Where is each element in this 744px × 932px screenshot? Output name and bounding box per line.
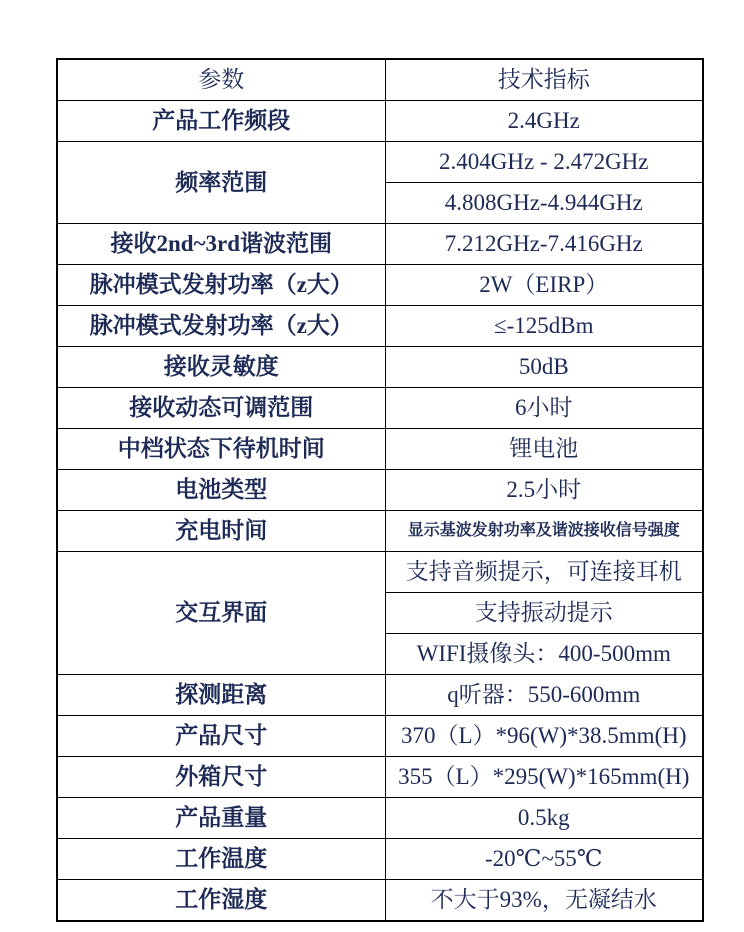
param-cell: 频率范围 [57, 142, 385, 224]
value-cell: 锂电池 [385, 429, 703, 470]
value-cell: 2.4GHz [385, 101, 703, 142]
table-row [57, 142, 703, 183]
table-row [57, 101, 703, 142]
param-cell: 工作温度 [57, 839, 385, 880]
table-row [57, 757, 703, 798]
table-row [57, 716, 703, 757]
param-cell: 接收动态可调范围 [57, 388, 385, 429]
param-cell: 脉冲模式发射功率（z大） [57, 265, 385, 306]
value-cell: 支持音频提示，可连接耳机 [385, 552, 703, 593]
value-cell: 不大于93%，无凝结水 [385, 880, 703, 922]
table-row [57, 552, 703, 593]
value-cell: 2W（EIRP） [385, 265, 703, 306]
param-cell: 中档状态下待机时间 [57, 429, 385, 470]
param-cell: 产品尺寸 [57, 716, 385, 757]
param-cell: 接收2nd~3rd谐波范围 [57, 224, 385, 265]
value-cell: 支持振动提示 [385, 593, 703, 634]
param-cell: 脉冲模式发射功率（z大） [57, 306, 385, 347]
value-cell: q听器：550-600mm [385, 675, 703, 716]
value-cell: WIFI摄像头：400-500mm [385, 634, 703, 675]
value-cell: 4.808GHz-4.944GHz [385, 183, 703, 224]
header-param: 参数 [57, 59, 385, 101]
table-row [57, 798, 703, 839]
value-cell: 7.212GHz-7.416GHz [385, 224, 703, 265]
table-row [57, 347, 703, 388]
table-row [57, 224, 703, 265]
table-row [57, 511, 703, 552]
table-row [57, 675, 703, 716]
value-cell: -20℃~55℃ [385, 839, 703, 880]
param-cell: 工作湿度 [57, 880, 385, 922]
table-row [57, 388, 703, 429]
table-row [57, 429, 703, 470]
header-spec: 技术指标 [385, 59, 703, 101]
param-cell: 交互界面 [57, 552, 385, 675]
spec-table-body [57, 59, 703, 921]
value-cell: 显示基波发射功率及谐波接收信号强度 [385, 511, 703, 552]
table-row [57, 470, 703, 511]
spec-table [56, 58, 704, 922]
table-row [57, 839, 703, 880]
value-cell: 0.5kg [385, 798, 703, 839]
table-row [57, 306, 703, 347]
value-cell: 50dB [385, 347, 703, 388]
value-cell: 370（L）*96(W)*38.5mm(H) [385, 716, 703, 757]
value-cell: 6小时 [385, 388, 703, 429]
param-cell: 探测距离 [57, 675, 385, 716]
param-cell: 产品工作频段 [57, 101, 385, 142]
value-cell: 2.5小时 [385, 470, 703, 511]
value-cell: 355（L）*295(W)*165mm(H) [385, 757, 703, 798]
param-cell: 充电时间 [57, 511, 385, 552]
table-row [57, 265, 703, 306]
param-cell: 产品重量 [57, 798, 385, 839]
value-cell: ≤-125dBm [385, 306, 703, 347]
table-row [57, 880, 703, 922]
param-cell: 电池类型 [57, 470, 385, 511]
param-cell: 接收灵敏度 [57, 347, 385, 388]
value-cell: 2.404GHz - 2.472GHz [385, 142, 703, 183]
table-header-row [57, 59, 703, 101]
param-cell: 外箱尺寸 [57, 757, 385, 798]
